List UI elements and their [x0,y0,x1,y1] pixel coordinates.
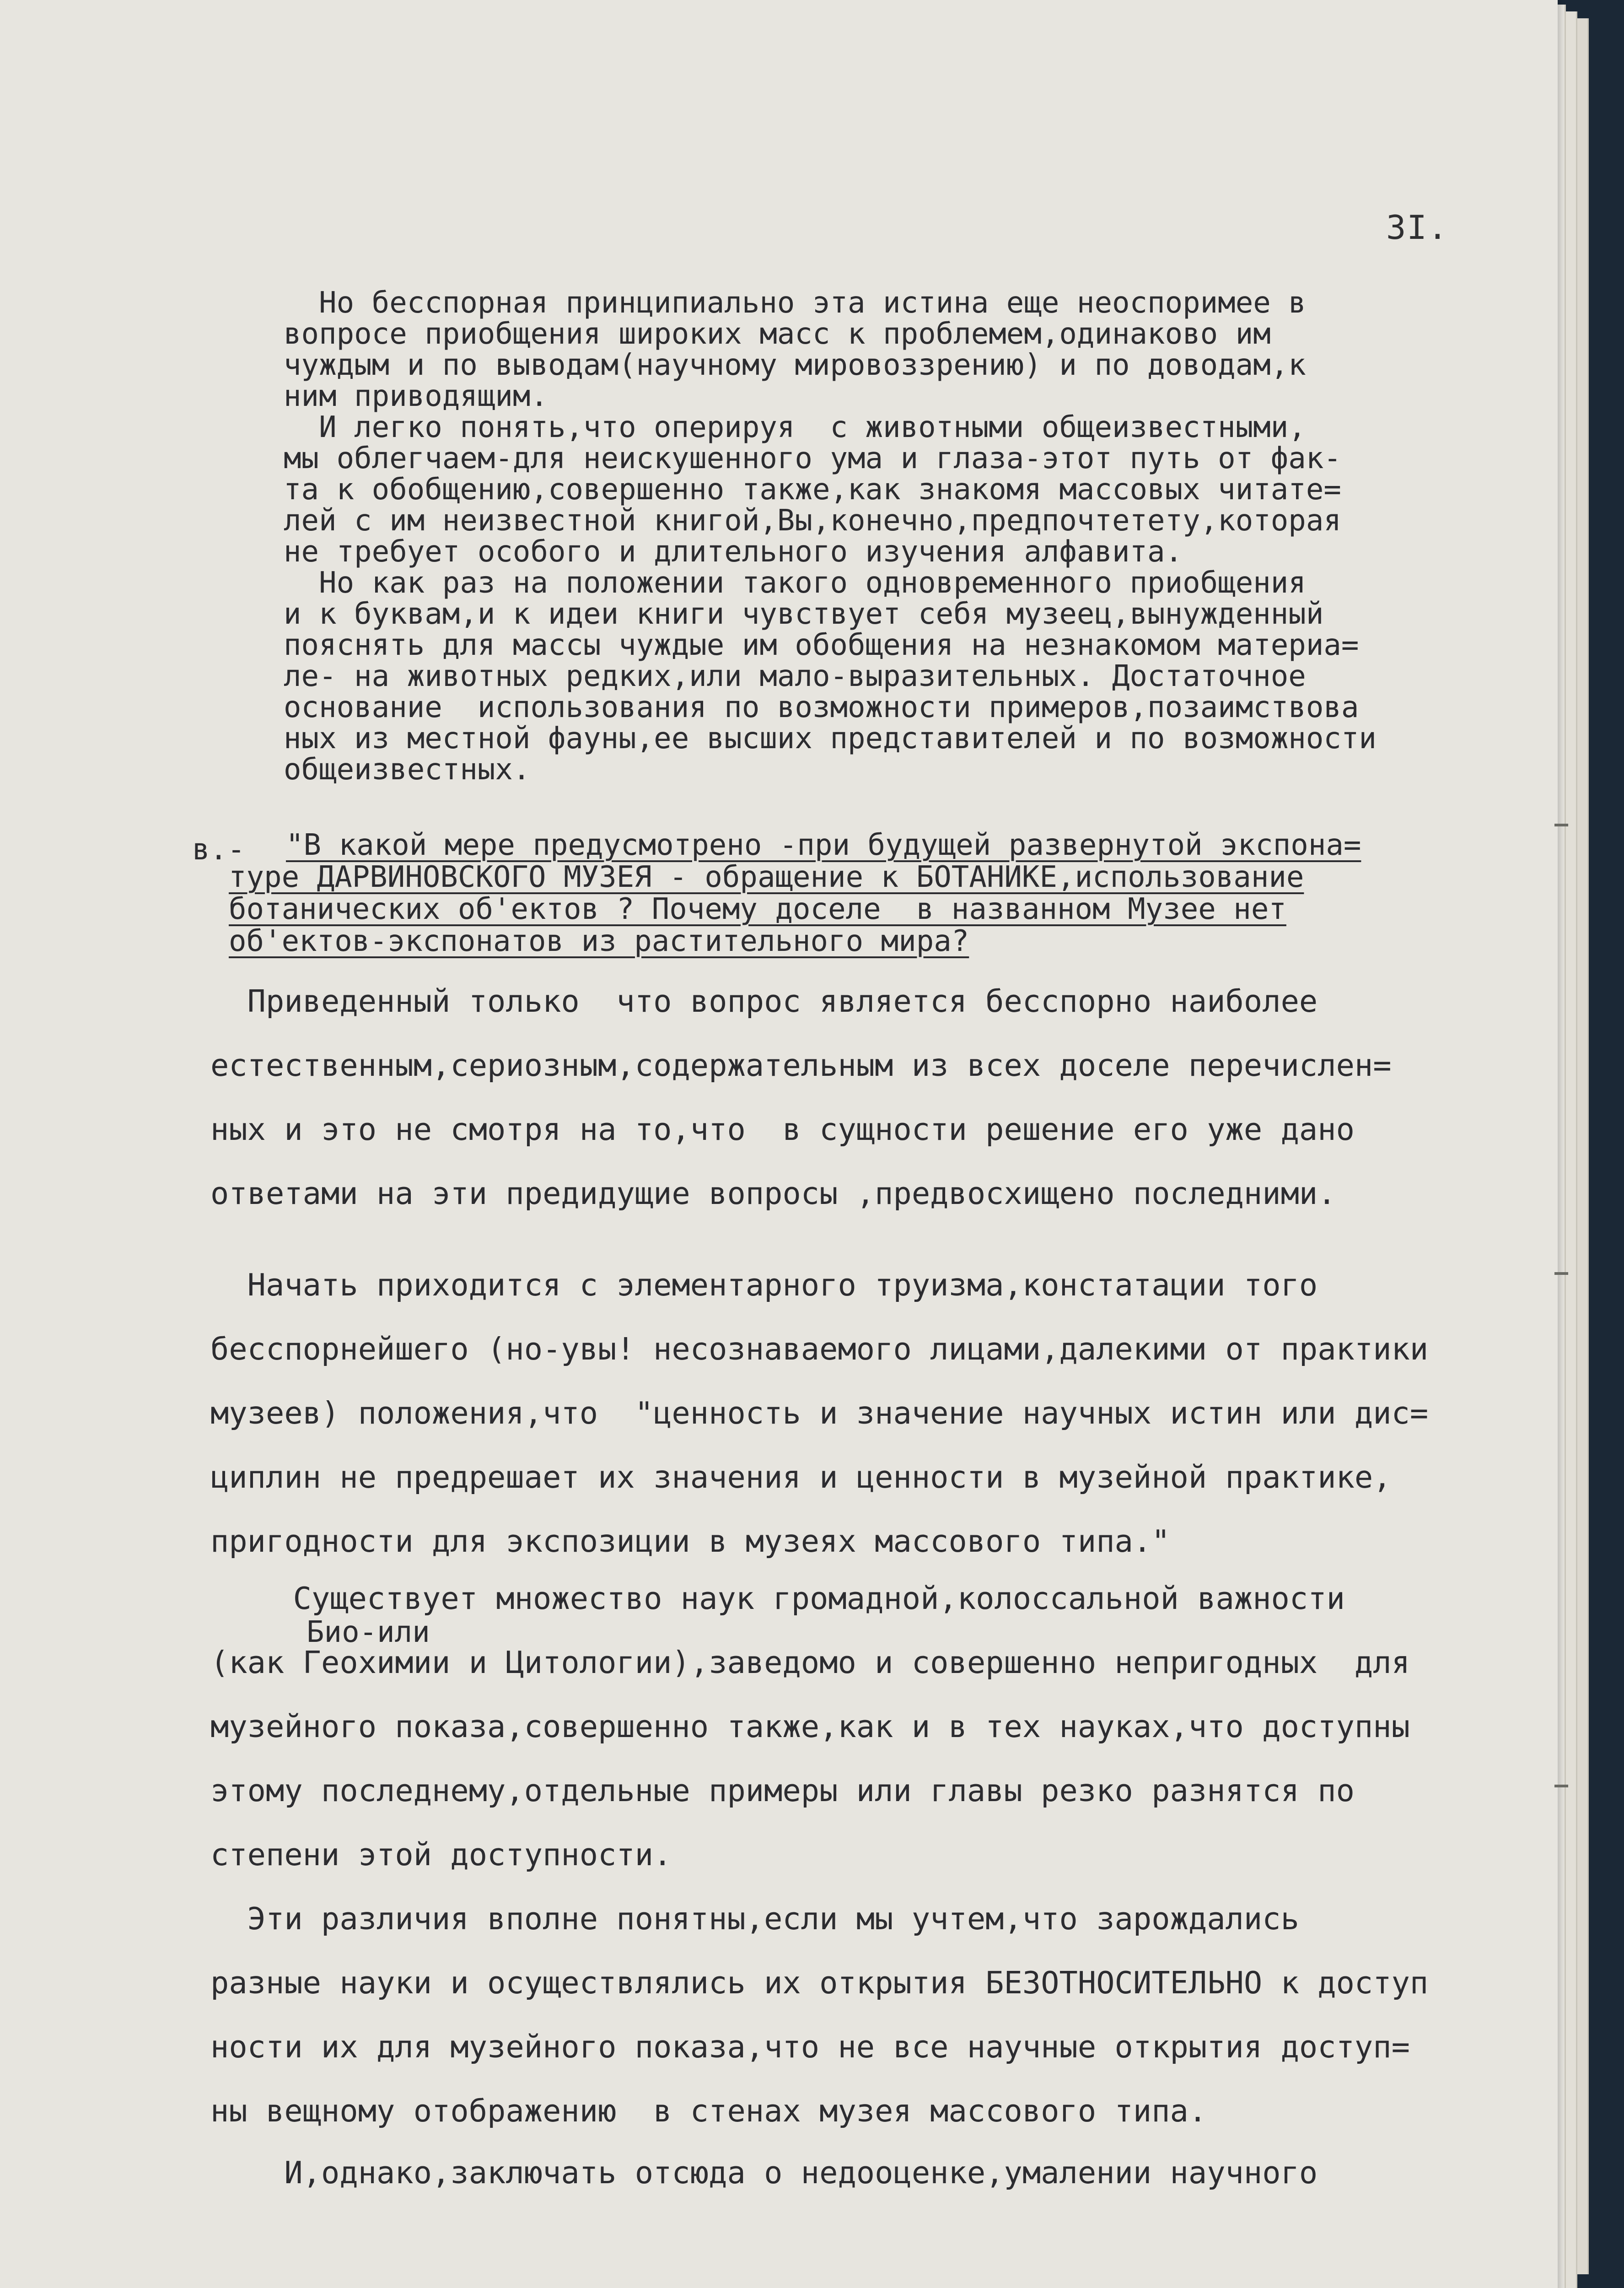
text-line: мы облегчаем-для неискушенного ума и глаза-этот путь от фак- [284,442,1341,475]
text-line: Приведенный только что вопрос является бесспорно наиболее [210,983,1318,1019]
text-line: И легко понять,что оперируя с животными общеизвестными, [284,410,1306,444]
text-line: бесспорнейшего (но-увы! несознаваемого лицами,далекими от практики [210,1331,1429,1367]
question-line: об'ектов-экспонатов из растительного мира? [229,924,969,958]
text-line: Эти различия вполне понятны,если мы учтем,что зарождались [210,1901,1299,1937]
text-line: пригодности для экспозиции в музеях массового типа." [210,1523,1170,1559]
text-line: ны вещному отображению в стенах музея массового типа. [210,2093,1207,2129]
text-line: Существует множество наук громадной,колоссальной важности [256,1581,1345,1616]
text-line: вопросе приобщения широких масс к проблемем,одинаково им [284,317,1271,351]
text-line: ним приводящим. [284,379,548,413]
inserted-text: Био-или [307,1615,430,1649]
text-line: ле- на животных редких,или мало-выразительных. Достаточное [284,659,1306,693]
text-line: ных и это не смотря на то,что в сущности решение его уже дано [210,1112,1355,1147]
question-marker: в.- [192,833,245,867]
text-line: циплин не предрешает их значения и ценности в музейной практике, [210,1459,1392,1495]
text-line: разные науки и осуществлялись их открытия БЕЗОТНОСИТЕЛЬНО к доступ [210,1965,1429,2001]
text-line: Но бесспорная принципиально эта истина еще неоспоримее в [284,286,1306,320]
text-line: пояснять для массы чуждые им обобщения на незнакомом материа= [284,628,1359,662]
question-line: "В какой мере предусмотрено -при будущей развернутой экспона= [286,828,1361,862]
text-line: (как Геохимии и Цитологии),заведомо и совершенно непригодных для [210,1645,1410,1680]
text-line: лей с им неизвестной книгой,Вы,конечно,предпочтетету,которая [284,504,1341,538]
text-line: и к буквам,и к идеи книги чувствует себя музеец,вынужденный [284,597,1324,631]
text-line: основание использования по возможности примеров,позаимствова [284,691,1359,724]
text-line: этому последнему,отдельные примеры или главы резко разнятся по [210,1773,1355,1808]
text-line: та к обобщению,совершенно также,как знакомя массовых читате= [284,473,1341,507]
text-line: общеизвестных. [284,753,531,787]
text-line: ответами на эти предидущие вопросы ,предвосхищено последними. [210,1176,1336,1211]
text-line: не требует особого и длительного изучения алфавита. [284,535,1183,569]
question-line: ботанических об'ектов ? Почему доселе в названном Музее нет [229,892,1286,926]
text-line: степени этой доступности. [210,1837,672,1872]
page-edge-mark [1554,1785,1568,1787]
page-edge-mark [1554,824,1568,826]
text-line: Но как раз на положении такого одновременного приобщения [284,566,1306,600]
text-line: ности их для музейного показа,что не все научные открытия доступ= [210,2029,1410,2065]
text-line: музеев) положения,что "ценность и значение научных истин или дис= [210,1395,1429,1431]
page-edge-mark [1554,1272,1568,1275]
question-line: туре ДАРВИНОВСКОГО МУЗЕЯ - обращение к БОТАНИКЕ,использование [229,860,1304,894]
text-line: естественным,сериозным,содержательным из всех доселе перечислен= [210,1047,1392,1083]
text-line: ных из местной фауны,ее высших представителей и по возможности [284,722,1377,755]
page-number: 3I. [1386,208,1449,247]
text-line: музейного показа,совершенно также,как и в тех науках,что доступны [210,1709,1410,1744]
text-line: Начать приходится с элементарного труизма,констатации того [210,1267,1318,1303]
text-line: И,однако,заключать отсюда о недооценке,умалении научного [210,2155,1318,2191]
text-line: чуждым и по выводам(научному мировоззрению) и по доводам,к [284,348,1306,382]
